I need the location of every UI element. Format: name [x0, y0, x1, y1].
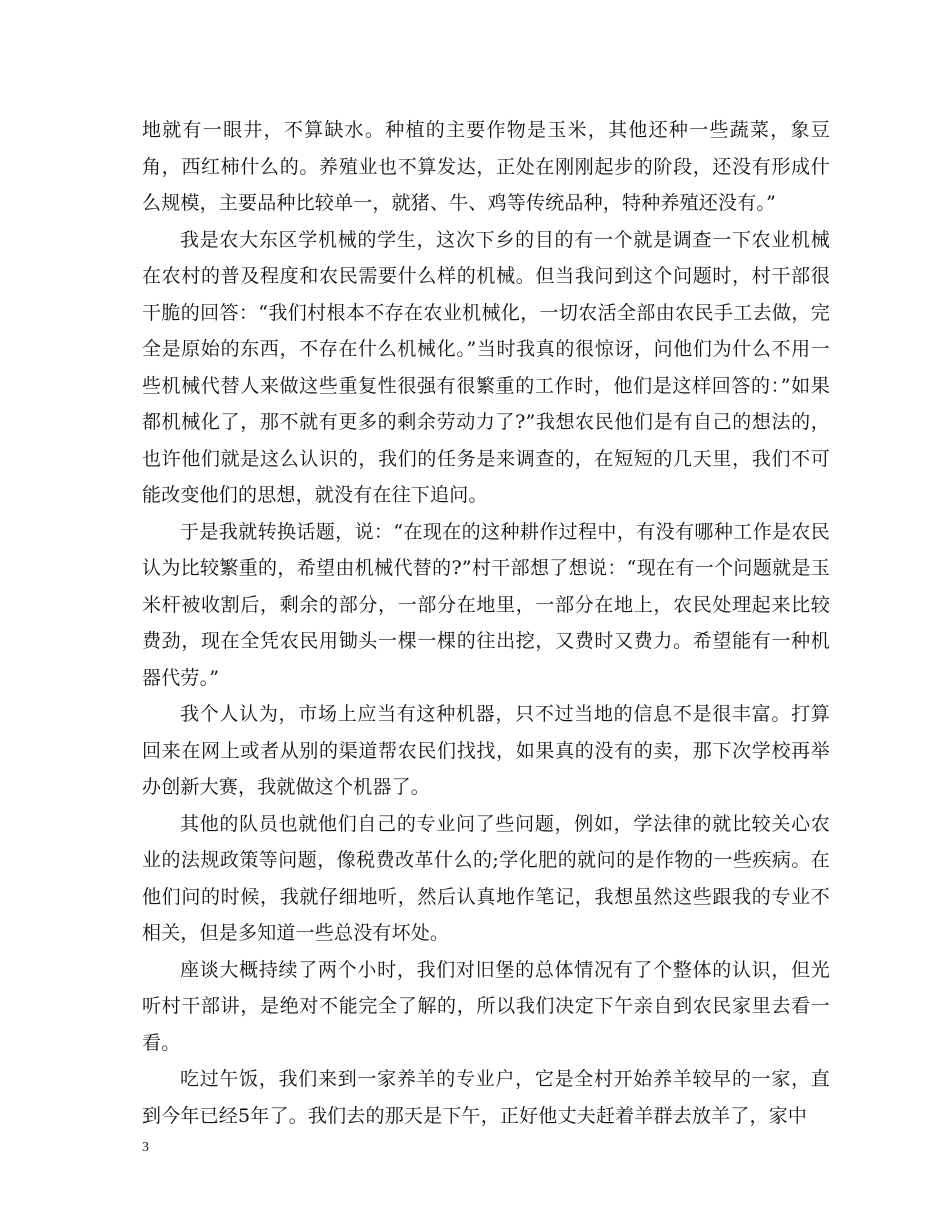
paragraph-personal-view: 我个人认为，市场上应当有这种机器，只不过当地的信息不是很丰富。打算回来在网上或者从别的渠道帮农民们找找，如果真的没有的卖，那下次学校再举办创新大赛，我就做这个机器了。 — [142, 703, 830, 798]
page-number: 3 — [142, 1140, 149, 1155]
paragraph-meeting-summary: 座谈大概持续了两个小时，我们对旧堡的总体情况有了个整体的认识，但光听村干部讲，是绝对不能完全了解的，所以我们决定下午亲自到农民家里去看一看。 — [142, 958, 830, 1054]
paragraph-afternoon-visit: 吃过午饭，我们来到一家养羊的专业户，它是全村开始养羊较早的一家，直到今年已经5年了。我们去的那天是下午，正好他丈夫赶着羊群去放羊了，家中 — [142, 1068, 830, 1127]
paragraph-machinery-survey: 我是农大东区学机械的学生，这次下乡的目的有一个就是调查一下农业机械在农村的普及程度和农民需要什么样的机械。但当我问到这个问题时，村干部很干脆的回答：“我们村根本不存在农业机械化，一切农活全部由农民手工去做，完全是原始的东西，不存在什么机械化。”当时我真的很惊讶，问他们为什么不用一些机械代替人来做这些重复性很强有很繁重的工作时，他们是这样回答的：”如果都机械化了，那不就有更多的剩余劳动力了?”我想农民他们是有自己的想法的，也许他们就是这么认识的，我们的任务是来调查的，在短短的几天里，我们不可能改变他们的思想，就没有在往下追问。 — [142, 228, 830, 506]
paragraph-continuation: 地就有一眼井，不算缺水。种植的主要作物是玉米，其他还种一些蔬菜，象豆角，西红柿什么的。养殖业也不算发达，正处在刚刚起步的阶段，还没有形成什么规模，主要品种比较单一，就猪、牛、鸡等传统品种，特种养殖还没有。” — [142, 119, 830, 214]
body-text — [142, 112, 830, 1134]
paragraph-topic-change: 于是我就转换话题，说：“在现在的这种耕作过程中，有没有哪种工作是农民认为比较繁重的，希望由机械代替的?”村干部想了想说：“现在有一个问题就是玉米杆被收割后，剩余的部分，一部分在地里，一部分在地上，农民处理起来比较费劲，现在全凭农民用锄头一棵一棵的往出挖，又费时又费力。希望能有一种机器代劳。” — [142, 520, 830, 689]
paragraph-other-members: 其他的队员也就他们自己的专业问了些问题，例如，学法律的就比较关心农业的法规政策等问题，像税费改革什么的;学化肥的就问的是作物的一些疾病。在他们问的时候，我就仔细地听，然后认真地作笔记，我想虽然这些跟我的专业不相关，但是多知道一些总没有坏处。 — [142, 812, 830, 944]
